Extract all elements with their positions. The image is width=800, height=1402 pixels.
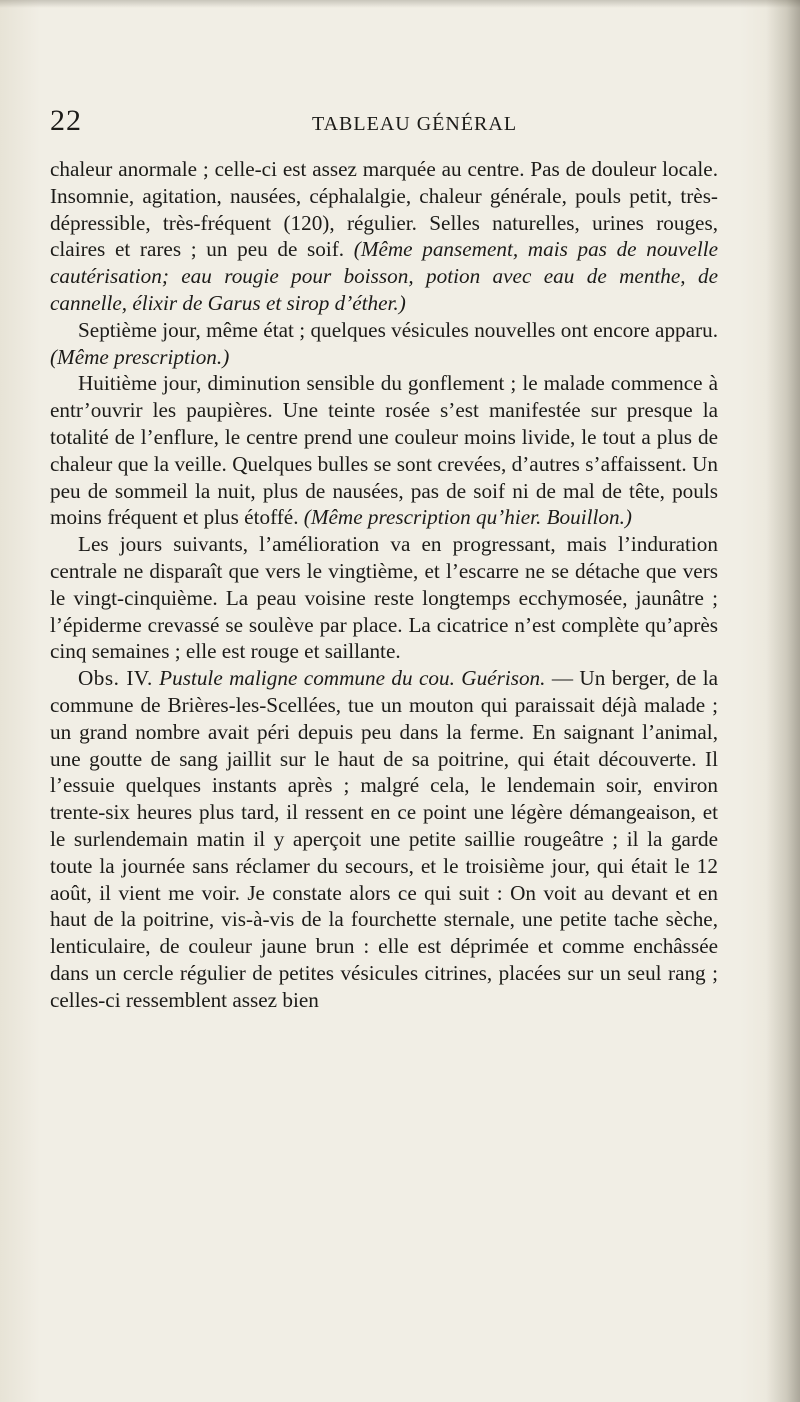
running-title: TABLEAU GÉNÉRAL bbox=[312, 113, 518, 135]
page-number: 22 bbox=[50, 104, 82, 137]
paragraph-3-prescription: (Même prescription qu’hier. Bouillon.) bbox=[303, 505, 632, 530]
paragraph-4-text: Les jours suivants, l’amélioration va en progressant, mais l’induration centrale ne disparaît que vers le vingtième, et l’escarre ne se détache que vers le vingt-cinquième. La peau voisine reste longtemps ecchymosée, jaunâtre ; l’épiderme crevassé se soulève par place. La cicatrice n’est complète qu’après cinq semaines ; elle est rouge et saillante. bbox=[50, 532, 718, 664]
observation-title: Pustule maligne commune du cou. Guérison. bbox=[159, 666, 546, 691]
paragraph-5-text: — Un berger, de la commune de Brières-les-Scellées, tue un mouton qui paraissait déjà malade ; un grand nombre avait péri depuis peu dans la ferme. En saignant l’animal, une goutte de sang jaillit sur le haut de sa poitrine, qui était découverte. Il l’essuie quelques instants après ; malgré cela, le lendemain soir, environ trente-six heures plus tard, il ressent en ce point une légère démangeaison, et le surlendemain matin il y aperçoit une petite saillie rougeâtre ; il la garde toute la journée sans réclamer du secours, et le troisième jour, qui était le 12 août, il vient me voir. Je constate alors ce qui suit : On voit au devant et en haut de la poitrine, vis-à-vis de la fourchette sternale, une petite tache sèche, lenticulaire, de couleur jaune brun : elle est déprimée et comme enchâssée dans un cercle régulier de petites vésicules citrines, placées sur un seul rang ; celles-ci ressemblent assez bien bbox=[50, 666, 718, 1012]
page-right-edge bbox=[766, 0, 800, 1402]
paragraph-4 bbox=[50, 531, 718, 665]
paragraph-2-prescription: (Même prescription.) bbox=[50, 344, 230, 369]
paragraph-1 bbox=[50, 156, 718, 317]
paragraph-3 bbox=[50, 370, 718, 531]
paragraph-1-prescription: (Même pansement, mais pas de nouvelle cautérisation; eau rougie pour boisson, potion avec eau de menthe, de cannelle, élixir de Garus et sirop d’éther.) bbox=[50, 237, 719, 315]
paragraph-3-text: Huitième jour, diminution sensible du gonflement ; le malade commence à entr’ouvrir les paupières. Une teinte rosée s’est manifestée sur presque la totalité de l’enflure, le centre prend une couleur moins livide, le tout a plus de chaleur que la veille. Quelques bulles se sont crevées, d’autres s’affaissent. Un peu de sommeil la nuit, plus de nausées, pas de soif ni de mal de tête, pouls moins fréquent et plus étoffé. bbox=[50, 371, 718, 530]
paragraph-5 bbox=[50, 665, 718, 1013]
observation-label: Obs. IV. bbox=[78, 666, 153, 691]
paragraph-2-text: Septième jour, même état ; quelques vésicules nouvelles ont encore apparu. bbox=[78, 317, 718, 342]
paragraph-2 bbox=[50, 317, 718, 371]
body-text bbox=[50, 156, 718, 1014]
paragraph-1-text: chaleur anormale ; celle-ci est assez marquée au centre. Pas de douleur locale. Insomnie, agitation, nausées, céphalalgie, chaleur générale, pouls petit, très-dépressible, très-fréquent (120), régulier. Selles naturelles, urines rouges, claires et rares ; un peu de soif. bbox=[50, 157, 718, 262]
page-top-shadow bbox=[0, 0, 800, 8]
